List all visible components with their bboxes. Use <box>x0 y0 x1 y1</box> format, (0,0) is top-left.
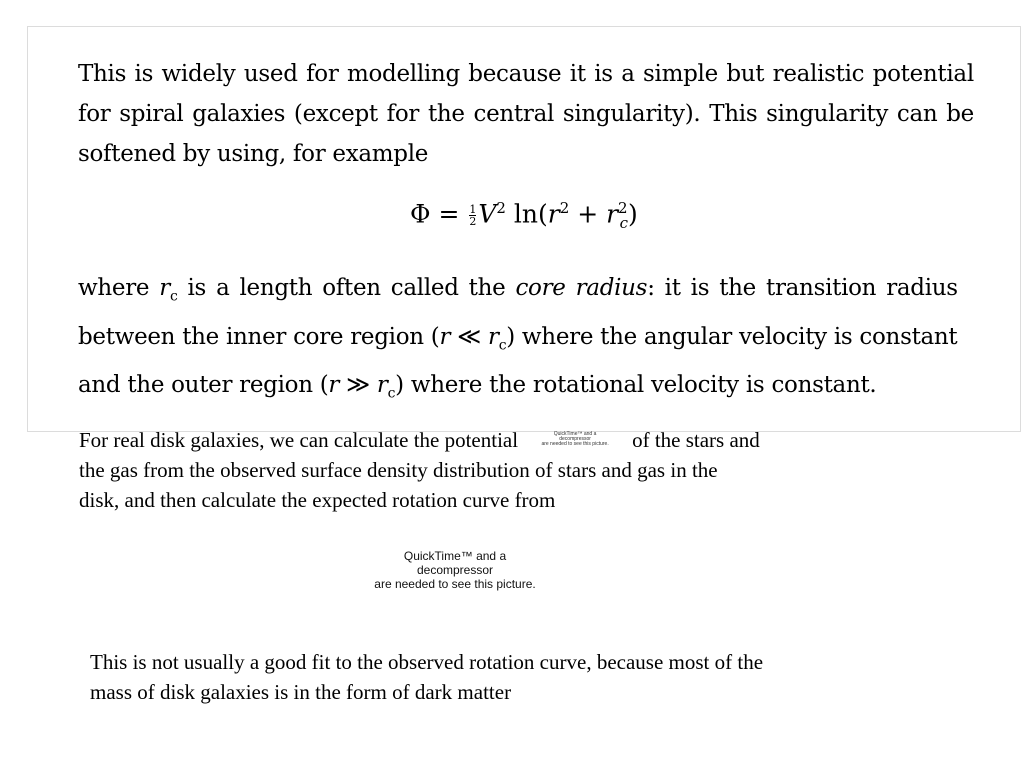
word: simple <box>643 61 718 87</box>
scanned-line <box>78 54 974 94</box>
word: used <box>243 61 298 87</box>
word: This <box>78 61 127 87</box>
text-line: mass of disk galaxies is in the form of dark matter <box>90 680 512 704</box>
scanned-line: between the inner core region (r ≪ $r_c$) where the angular velocity is constant <box>78 323 958 354</box>
word: because <box>468 61 562 87</box>
word: is <box>134 61 154 87</box>
scanned-line: where $r_c$ is a length often called the core radius: it is the transition radius <box>78 275 958 305</box>
text-line: For real disk galaxies, we can calculate the potential QuickTime™ and a decompressor are needed to see this picture. of the stars and <box>79 428 760 452</box>
word: realistic <box>772 61 865 87</box>
word: it <box>569 61 586 87</box>
word: a <box>621 61 635 87</box>
scanned-text-image <box>27 26 1021 432</box>
quicktime-placeholder-small: QuickTime™ and a decompressor are needed to see this picture. <box>541 431 609 448</box>
word: the <box>427 101 465 127</box>
word: This <box>709 101 758 127</box>
potential-equation: $\Phi = \frac{1}{2}$ $V^2$ $\ln(r^2 + r^2_c)$ <box>410 199 638 233</box>
word: galaxies <box>192 101 286 127</box>
word: singularity <box>766 101 889 127</box>
scanned-line: and the outer region (r ≫ $r_c$) where the rotational velocity is constant. <box>78 372 877 402</box>
word: be <box>946 101 974 127</box>
scanned-paragraph-1 <box>78 54 974 174</box>
word: for <box>386 101 420 127</box>
word: (except <box>293 101 378 127</box>
word: modelling <box>346 61 460 87</box>
quicktime-placeholder-large: QuickTime™ and a decompressor are needed to see this picture. <box>374 549 536 591</box>
scanned-line <box>78 94 974 134</box>
word: for <box>306 61 339 87</box>
word: potential <box>872 61 974 87</box>
scanned-line: softened by using, for example <box>78 141 429 167</box>
word: singularity). <box>562 101 701 127</box>
word: spiral <box>119 101 184 127</box>
one-half-fraction: $\frac{1}{2}$ <box>469 203 477 229</box>
text-line: This is not usually a good fit to the observed rotation curve, because most of the <box>90 650 764 674</box>
word: but <box>726 61 765 87</box>
word: widely <box>161 61 236 87</box>
text-line: the gas from the observed surface density distribution of stars and gas in the <box>79 458 718 482</box>
real-disk-galaxies-paragraph <box>79 425 760 515</box>
scanned-paragraph-2 <box>78 268 974 414</box>
word: central <box>473 101 555 127</box>
word: is <box>594 61 613 87</box>
word: for <box>78 101 111 127</box>
word: can <box>896 101 938 127</box>
text-line: disk, and then calculate the expected rotation curve from <box>79 488 556 512</box>
dark-matter-paragraph <box>90 647 763 707</box>
